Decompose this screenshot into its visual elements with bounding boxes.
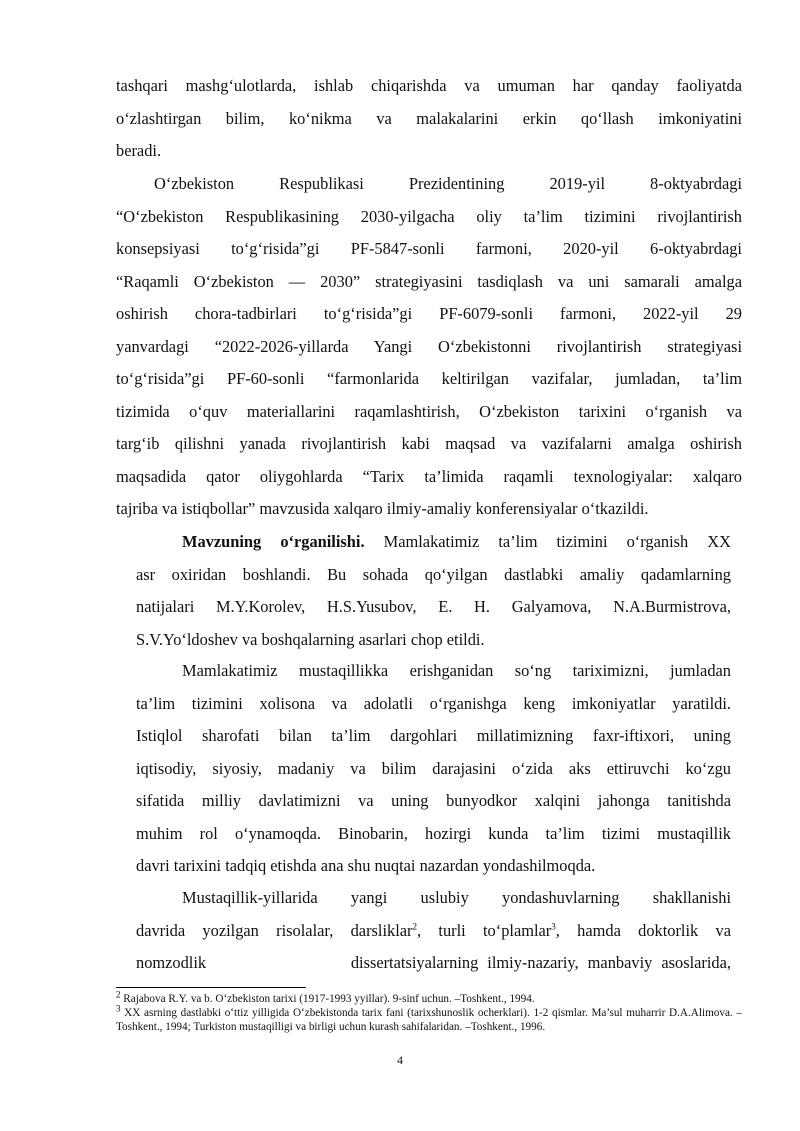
text-line: Mustaqillik-yillarida yangi uslubiy yondashuvlarning shakllanishi [182,888,731,907]
text-line: davri tarixini tadqiq etishda ana shu nuqtai nazardan yondashilmoqda. [136,856,596,875]
text-line: Istiqlol sharofati bilan ta’lim dargohlari millatimizning faxr-iftixori, uning [136,726,731,745]
footnote-mark: 2 [116,989,121,1000]
text-line: targ‘ib qilishni yanada rivojlantirish kabi maqsad va vazifalarni amalga oshirish [116,434,742,453]
paragraph-1 [116,70,742,168]
text-line: o‘zlashtirgan bilim, ko‘nikma va malakalarini erkin qo‘llash imkoniyatini [116,108,742,128]
text-line: oshirish chora-tadbirlari to‘g‘risida”gi PF-6079-sonli farmoni, 2022-yil 29 [116,304,742,323]
text-line: muhim rol o‘ynamoqda. Binobarin, hozirgi kunda ta’lim tizimi mustaqillik [136,823,731,843]
footnote-ref-2[interactable]: 2 [412,921,417,932]
text-line: tajriba va istiqbollar” mavzusida xalqaro ilmiy-amaliy konferensiyalar o‘tkazildi. [116,499,649,518]
footnote-ref-3[interactable]: 3 [551,921,556,932]
text-span: davrida yozilgan risolalar, darsliklar [136,920,413,940]
footnote-2 [116,989,742,1007]
paragraph-5 [136,882,731,980]
text-line: O‘zbekiston Respublikasi Prezidentining 2019-yil 8-oktyabrdagi [154,174,742,193]
text-line: “O‘zbekiston Respublikasining 2030-yilgacha oliy ta’lim tizimini rivojlantirish [116,206,742,226]
text-line: tashqari mashg‘ulotlarda, ishlab chiqarishda va umuman har qanday faoliyatda [116,76,742,95]
text-line: konsepsiyasi to‘g‘risida”gi PF-5847-sonli farmoni, 2020-yil 6-oktyabrdagi [116,239,742,258]
text-line: yanvardagi “2022-2026-yillarda Yangi O‘zbekistonni rivojlantirish strategiyasi [116,336,742,356]
text-span: , turli to‘plamlar [417,920,552,940]
text-line: nomzodlik dissertatsiyalarning ilmiy-nazariy, manbaviy asoslarida, [136,953,731,972]
text-line: iqtisodiy, siyosiy, madaniy va bilim darajasini o‘zida aks ettiruvchi ko‘zgu [136,758,731,778]
section-heading: Mavzuning o‘rganilishi. [182,532,365,551]
paragraph-2 [116,168,742,526]
text-line [136,526,731,559]
text-line: natijalari M.Y.Korolev, H.S.Yusubov, E. H. Galyamova, N.A.Burmistrova, [136,597,731,616]
text-line: S.V.Yo‘ldoshev va boshqalarning asarlari chop etildi. [136,629,485,649]
paragraph-3 [136,526,731,656]
page-number: 4 [397,1053,403,1067]
text-line: sifatida milliy davlatimizni va uning bunyodkor xalqini jahonga tanitishda [136,791,731,810]
footnote-separator [116,987,306,988]
text-line: tizimida o‘quv materiallarini raqamlashtirish, O‘zbekiston tarixini o‘rganish va [116,401,742,421]
text-line: to‘g‘risida”gi PF-60-sonli “farmonlarida keltirilgan vazifalar, jumladan, ta’lim [116,369,742,388]
text-span: Mamlakatimiz ta’lim tizimini o‘rganish XX [364,532,731,551]
footnote-text: XX asrning dastlabki o‘ttiz yilligida O‘zbekistonda tarix fani (tarixshunoslik ocherklari). 1-2 qismlar. Ma’sul muharrir D.A.Alimova. –Toshkent., 1994; Turkiston mustaqilligi va birligi uchun kurash sahifalaridan. –Toshkent., 1996. [116,1007,742,1033]
footnote-3 [116,1003,742,1034]
text-line: asr oxiridan boshlandi. Bu sohada qo‘yilgan dastlabki amaliy qadamlarning [136,564,731,584]
footnote-mark: 3 [116,1003,121,1014]
text-span: , hamda doktorlik va [555,920,731,940]
text-line: “Raqamli O‘zbekiston — 2030” strategiyasini tasdiqlash va uni samarali amalga [116,271,742,291]
text-line [136,915,731,948]
text-line: maqsadida qator oliygohlarda “Tarix ta’limida raqamli texnologiyalar: xalqaro [116,466,742,486]
footnote-text: Rajabova R.Y. va b. O‘zbekiston tarixi (1917-1993 yyillar). 9-sinf uchun. –Toshkent., 1994. [120,993,535,1005]
text-line: beradi. [116,141,162,160]
text-line: Mamlakatimiz mustaqillikka erishganidan so‘ng tariximizni, jumladan [182,661,731,680]
text-line: ta’lim tizimini xolisona va adolatli o‘rganishga keng imkoniyatlar yaratildi. [136,693,731,713]
paragraph-4 [136,655,731,883]
